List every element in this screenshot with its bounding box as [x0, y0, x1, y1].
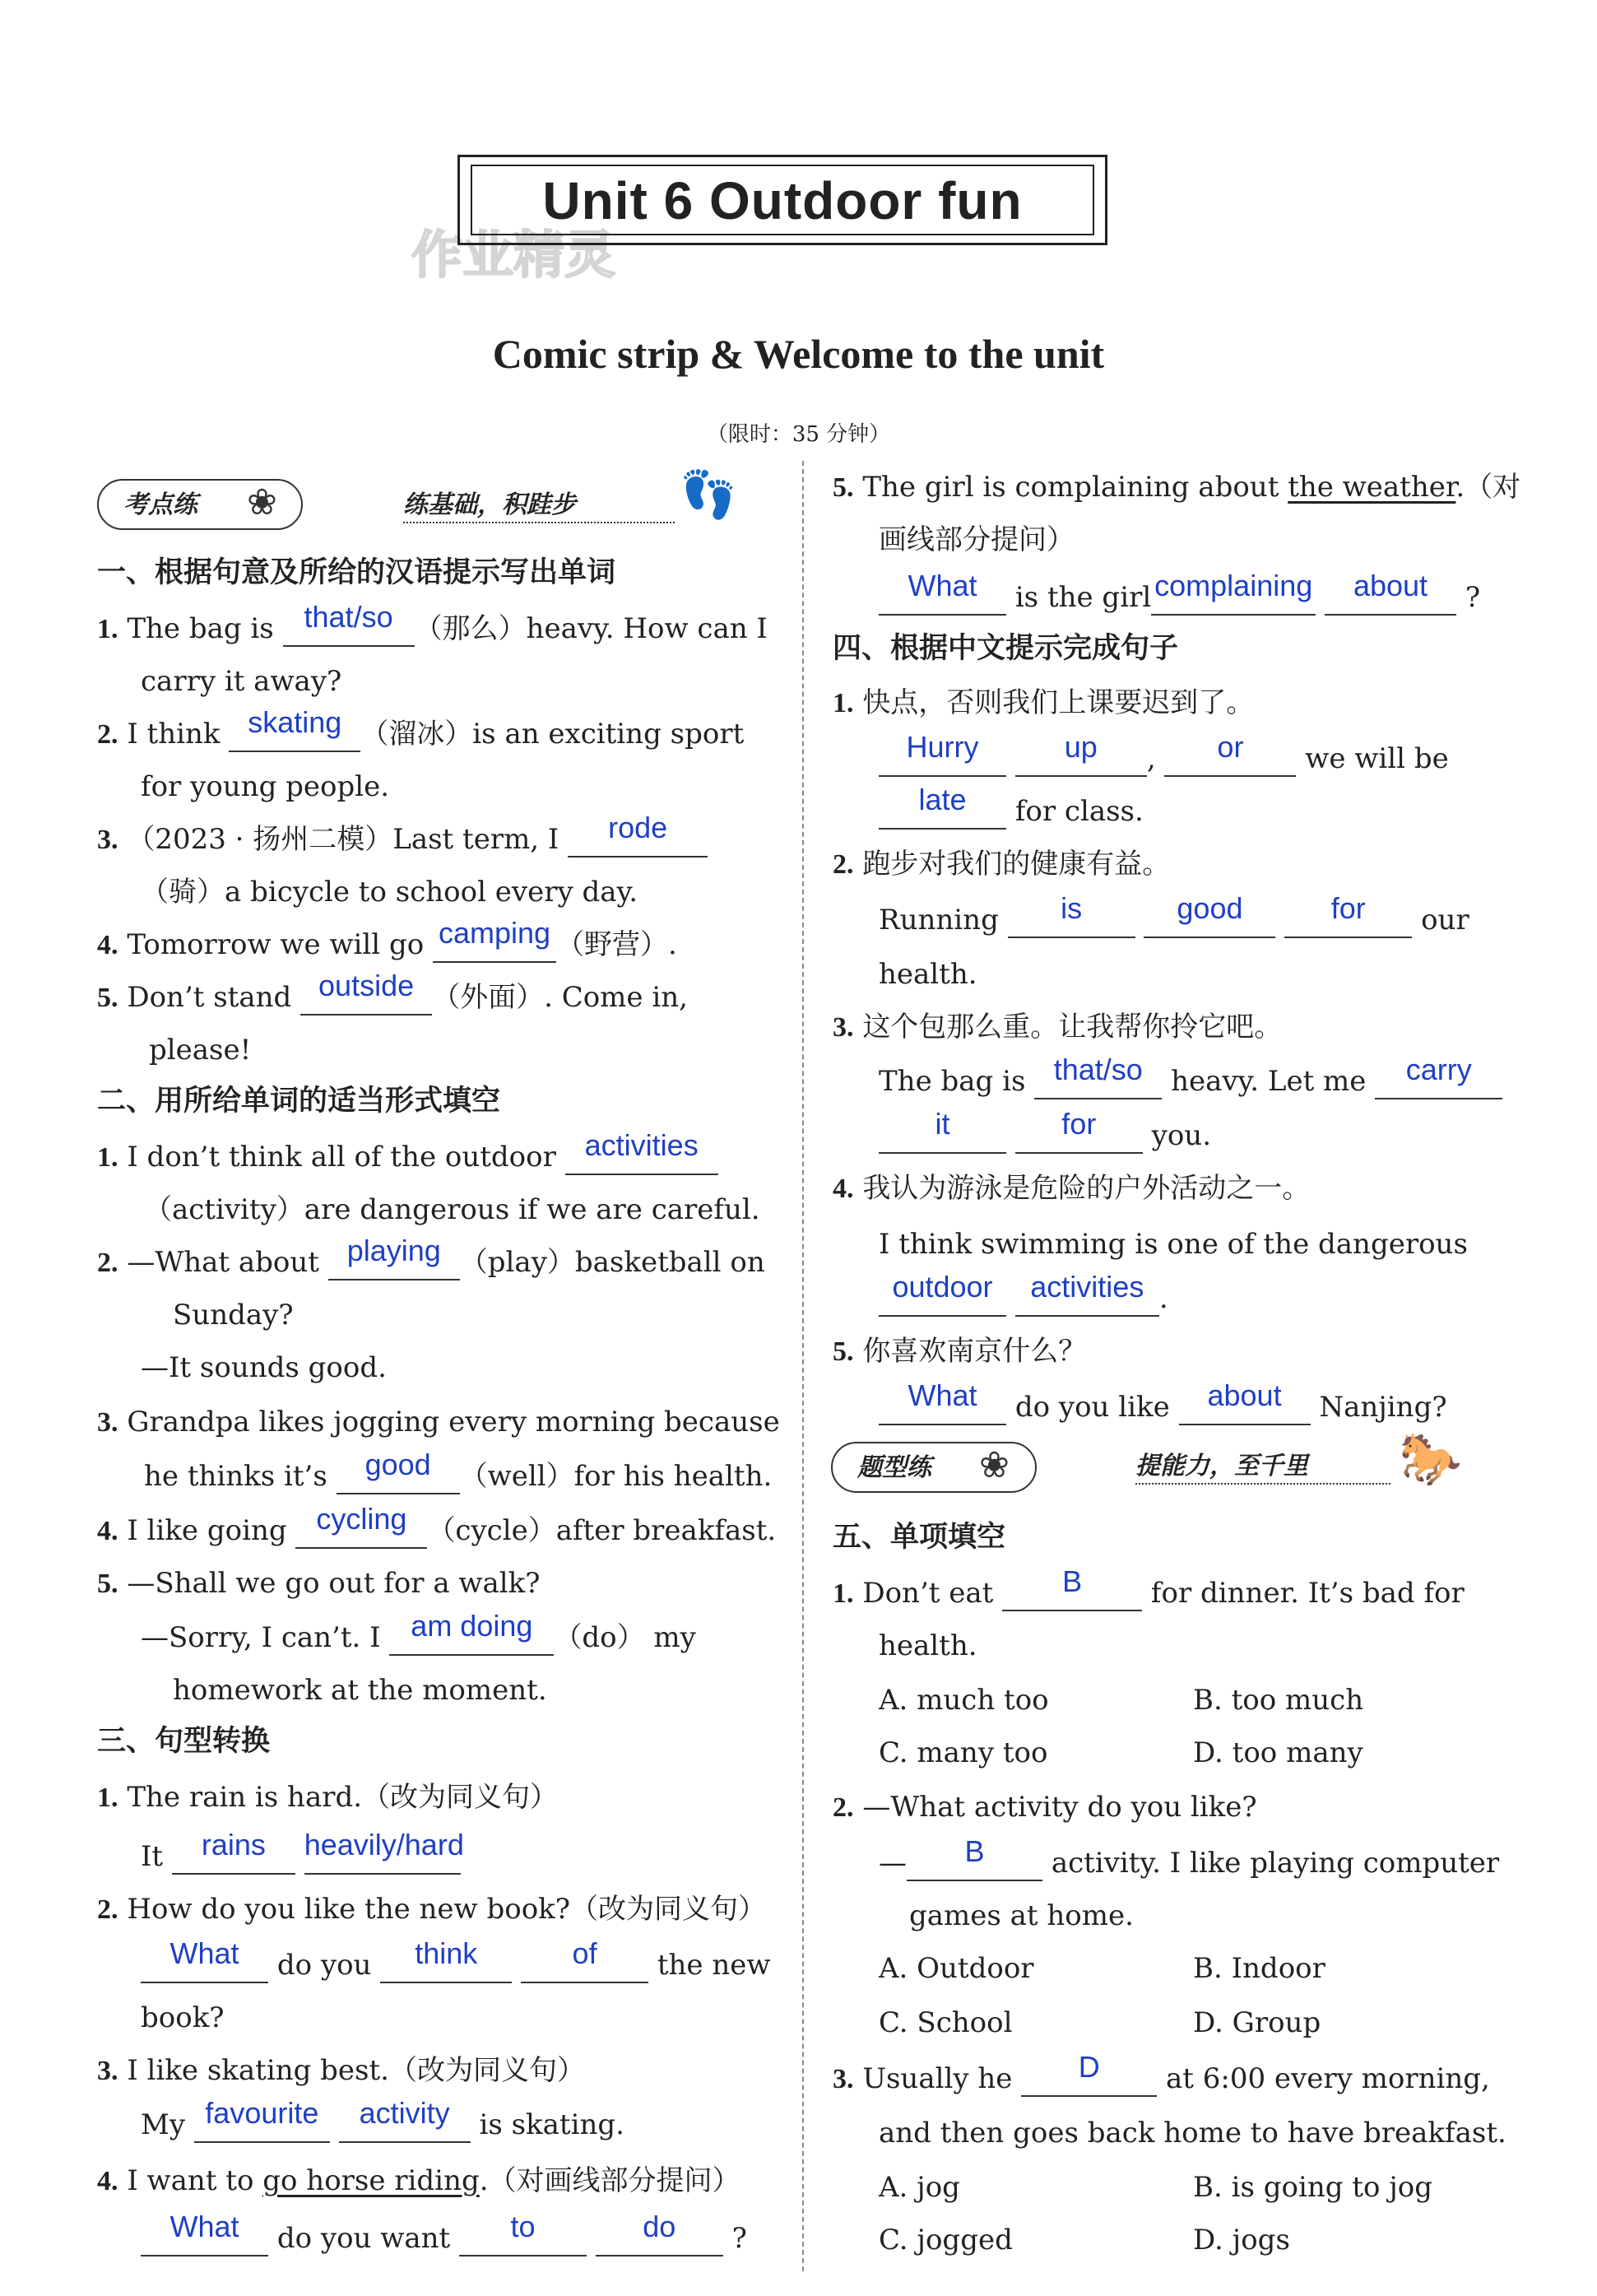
question-continued: for young people.: [141, 770, 390, 803]
answer-text: complaining: [1154, 569, 1313, 602]
column-divider: [802, 461, 804, 2271]
answer-blank[interactable]: [565, 1128, 718, 1175]
question-continued: health.: [879, 1629, 977, 1662]
question-continued: outdoor activities .: [879, 1282, 1168, 1317]
section-heading-4: 四、根据中文提示完成句子: [833, 632, 1179, 665]
question: 5. The girl is complaining about the weather.（对: [833, 471, 1521, 504]
option[interactable]: B. too much: [1193, 1684, 1364, 1717]
section-heading-1: 一、根据句意及所给的汉语提示写出单词: [97, 556, 616, 589]
answer-text: rains: [201, 1828, 266, 1861]
flower-icon: ❀: [979, 1444, 1010, 1486]
answer-text: carry: [1405, 1053, 1472, 1086]
answer-blank[interactable]: [304, 1828, 464, 1875]
answer-blank[interactable]: [1034, 1053, 1162, 1099]
question-continued: What do you think of the new: [141, 1949, 771, 1983]
answer-blank[interactable]: [433, 916, 556, 963]
answer-blank[interactable]: [1021, 2050, 1157, 2097]
answer-text: is: [1061, 891, 1083, 925]
question-continued: The bag is that/so heavy. Let me carry: [879, 1065, 1502, 1099]
answer-blank[interactable]: [879, 569, 1006, 616]
answer-text: favourite: [205, 2096, 319, 2130]
option[interactable]: A. Outdoor: [879, 1952, 1034, 1985]
answer-text: that/so: [304, 600, 393, 634]
question-continued: Sunday?: [173, 1299, 294, 1332]
answer-text: am doing: [411, 1609, 533, 1643]
lesson-subtitle: Comic strip & Welcome to the unit: [492, 331, 1105, 377]
motto-right: 提能力，至千里: [1135, 1450, 1390, 1485]
answer-text: up: [1064, 730, 1098, 764]
answer-text: heavily/hard: [304, 1828, 464, 1861]
motto-left: 练基础，积跬步: [403, 489, 675, 523]
question-continued: and then goes back home to have breakfast.: [879, 2117, 1506, 2150]
answer-text: good: [1177, 891, 1243, 925]
answer-text: activity: [359, 2096, 450, 2130]
question-continued: What do you like about Nanjing?: [879, 1391, 1447, 1425]
question-continued: It rains heavily/hard: [141, 1828, 464, 1873]
question-continued: please!: [149, 1034, 252, 1067]
answer-text: about: [1207, 1378, 1282, 1412]
answer-blank[interactable]: [1015, 1107, 1143, 1154]
answer-text: to: [510, 2210, 536, 2243]
answer-blank[interactable]: [879, 1378, 1006, 1425]
question-continued: 画线部分提问）: [879, 523, 1075, 556]
question-continued: I think swimming is one of the dangerous: [879, 1228, 1468, 1261]
question: 2. How do you like the new book?（改为同义句）: [97, 1893, 766, 1926]
section-heading-2: 二、用所给单词的适当形式填空: [97, 1085, 501, 1118]
answer-text: for: [1330, 891, 1366, 925]
question: 3. I like skating best.（改为同义句）: [97, 2054, 585, 2087]
answer-blank[interactable]: [596, 2210, 723, 2256]
answer-blank[interactable]: [283, 600, 415, 647]
answer-text: about: [1353, 569, 1428, 602]
question-continued: My favourite activity is skating.: [141, 2096, 624, 2141]
answer-blank[interactable]: [172, 1828, 295, 1875]
answer-blank[interactable]: [1284, 891, 1412, 938]
question: 3. 这个包那么重。让我帮你拎它吧。: [833, 1011, 1283, 1043]
option[interactable]: C. many too: [879, 1736, 1048, 1769]
question: 4. I like going cycling （cycle）after breakfast.: [97, 1502, 777, 1547]
answer-text: What: [908, 569, 977, 602]
question: 5. —Shall we go out for a walk?: [97, 1567, 541, 1600]
answer-text: activities: [1030, 1270, 1144, 1304]
answer-blank[interactable]: [337, 1448, 460, 1494]
question-continued: —Sorry, I can’t. I am doing （do） my: [141, 1609, 696, 1654]
question-continued: What do you want to do ?: [141, 2222, 747, 2256]
answer-blank[interactable]: [295, 1502, 427, 1549]
question-continued: （骑）a bicycle to school every day.: [141, 876, 638, 909]
question: 3. （2023 · 扬州二模）Last term, I rode: [97, 823, 708, 858]
question: 5. 你喜欢南京什么？: [833, 1335, 1087, 1368]
question-continued: games at home.: [909, 1899, 1134, 1932]
answer-text: D: [1078, 2050, 1100, 2084]
option[interactable]: C. jogged: [879, 2224, 1013, 2256]
time-limit: （限时：35 分钟）: [706, 422, 891, 447]
question: 2. —What about playing （play）basketball on: [97, 1234, 765, 1279]
answer-text: rode: [608, 811, 668, 844]
answer-text: What: [169, 1936, 239, 1970]
answer-text: Hurry: [906, 730, 979, 764]
question-continued: Running is good for our: [879, 891, 1469, 937]
answer-blank[interactable]: [141, 2210, 268, 2256]
watermark: 作业精灵: [411, 225, 616, 285]
option[interactable]: D. Group: [1193, 2006, 1321, 2039]
option[interactable]: B. Indoor: [1193, 1952, 1325, 1985]
answer-text: camping: [438, 916, 551, 950]
question: 5. Don’t stand outside （外面）. Come in,: [97, 969, 688, 1014]
option[interactable]: C. School: [879, 2006, 1013, 2039]
flower-icon: ❀: [247, 481, 277, 523]
question-continued: — B activity. I like playing computer: [879, 1834, 1500, 1880]
answer-blank[interactable]: [141, 1936, 268, 1983]
answer-blank[interactable]: [879, 1270, 1006, 1317]
question: 1. The bag is that/so （那么）heavy. How can I: [97, 600, 768, 645]
answer-text: B: [964, 1834, 985, 1868]
answer-text: that/so: [1053, 1053, 1143, 1086]
tag-label: 题型练: [857, 1453, 931, 1482]
question-continued: health.: [879, 958, 977, 991]
answer-text: or: [1217, 730, 1244, 764]
answer-text: good: [364, 1448, 431, 1481]
answer-blank[interactable]: [1008, 891, 1135, 938]
question: 4. I want to go horse riding.（对画线部分提问）: [97, 2164, 740, 2197]
answer-text: of: [572, 1936, 597, 1970]
option[interactable]: D. jogs: [1193, 2224, 1290, 2256]
answer-text: think: [415, 1936, 478, 1970]
answer-blank[interactable]: [1144, 891, 1275, 938]
question-continued: carry it away?: [141, 665, 342, 698]
answer-blank[interactable]: [328, 1234, 460, 1280]
answer-text: activities: [584, 1128, 699, 1162]
question: 1. Don’t eat B for dinner. It’s bad for: [833, 1564, 1465, 1610]
section-heading-5: 五、单项填空: [833, 1521, 1006, 1554]
option[interactable]: A. much too: [879, 1684, 1049, 1717]
question-continued: he thinks it’s good （well）for his health.: [144, 1448, 773, 1493]
answer-blank[interactable]: [1375, 1053, 1502, 1099]
answer-text: What: [169, 2210, 239, 2243]
question-continued: Hurry up , or we will be: [879, 742, 1449, 777]
question: 1. 快点，否则我们上课要迟到了。: [833, 686, 1255, 719]
answer-text: outdoor: [892, 1270, 993, 1304]
answer-blank[interactable]: [568, 811, 708, 858]
question: 1. The rain is hard.（改为同义句）: [97, 1781, 559, 1814]
question: 3. Usually he D at 6:00 every morning,: [833, 2050, 1490, 2095]
option[interactable]: B. is going to jog: [1193, 2171, 1433, 2204]
question: 1. I don’t think all of the outdoor activities: [97, 1141, 718, 1175]
option[interactable]: D. too many: [1193, 1736, 1363, 1769]
answer-blank[interactable]: [907, 1834, 1042, 1881]
question: 4. Tomorrow we will go camping （野营）.: [97, 916, 677, 961]
answer-blank[interactable]: [380, 1936, 512, 1983]
answer-text: do: [643, 2210, 676, 2243]
answer-blank[interactable]: [879, 730, 1006, 777]
answer-text: What: [908, 1378, 977, 1412]
option[interactable]: A. jog: [879, 2171, 960, 2204]
answer-blank[interactable]: [1325, 569, 1456, 616]
horse-icon: 🐎: [1399, 1429, 1463, 1489]
question: 3. Grandpa likes jogging every morning because: [97, 1406, 780, 1438]
tag-label: 考点练: [123, 490, 197, 519]
answer-blank[interactable]: [879, 1107, 1006, 1154]
footprint-icon: 👣: [680, 468, 737, 522]
answer-blank[interactable]: [1179, 1378, 1311, 1425]
answer-blank[interactable]: [339, 2096, 471, 2143]
section-heading-3: 三、句型转换: [97, 1725, 271, 1758]
answer-blank[interactable]: [389, 1609, 554, 1656]
answer-text: outside: [318, 969, 415, 1002]
answer-blank[interactable]: [1151, 569, 1316, 616]
question-continued: （activity）are dangerous if we are careful.: [144, 1193, 760, 1226]
question-continued: book?: [141, 2001, 225, 2034]
answer-blank[interactable]: [229, 705, 360, 752]
answer-blank[interactable]: [1002, 1564, 1142, 1611]
question: 2. —What activity do you like?: [833, 1791, 1257, 1824]
question: 4. 我认为游泳是危险的户外活动之一。: [833, 1172, 1311, 1205]
question-continued: What is the girl complaining about ?: [879, 581, 1480, 616]
answer-blank[interactable]: [300, 969, 432, 1016]
answer-text: skating: [248, 705, 342, 739]
answer-blank[interactable]: [521, 1936, 648, 1983]
answer-blank[interactable]: [879, 783, 1006, 830]
answer-blank[interactable]: [194, 2096, 330, 2143]
question: 2. I think skating （溜冰）is an exciting sport: [97, 705, 745, 751]
answer-text: playing: [346, 1234, 441, 1267]
answer-text: it: [935, 1107, 950, 1141]
answer-text: for: [1061, 1107, 1097, 1141]
question-continued: —It sounds good.: [141, 1351, 387, 1384]
answer-blank[interactable]: [1164, 730, 1296, 777]
question: 2. 跑步对我们的健康有益。: [833, 848, 1171, 881]
answer-text: cycling: [316, 1502, 407, 1536]
question-continued: it for you.: [879, 1119, 1211, 1154]
answer-blank[interactable]: [459, 2210, 587, 2256]
answer-text: late: [918, 783, 967, 816]
unit-title: Unit 6 Outdoor fun: [542, 171, 1023, 230]
question-continued: homework at the moment.: [173, 1674, 547, 1707]
answer-text: B: [1062, 1564, 1083, 1598]
question-continued: late for class.: [879, 795, 1144, 830]
answer-blank[interactable]: [1015, 730, 1147, 777]
